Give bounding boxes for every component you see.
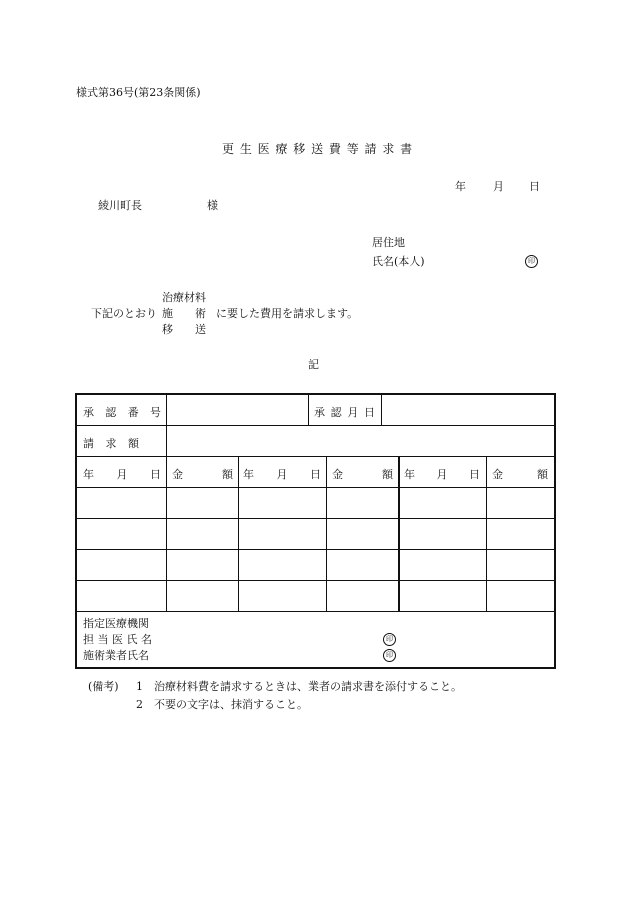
claim-table xyxy=(75,393,556,669)
col-date-header-3: 年 月 日 xyxy=(404,468,480,481)
practitioner-seal-icon: 印 xyxy=(383,647,396,662)
practitioner-name-label: 施術業者氏名 xyxy=(83,649,149,662)
footer-labels xyxy=(83,616,152,664)
note-1-text: 治療材料費を請求するときは、業者の請求書を添付すること。 xyxy=(154,680,462,693)
approval-date-field[interactable] xyxy=(382,396,554,424)
date-month: 月 xyxy=(493,180,504,193)
name-label: 氏名(本人) xyxy=(372,255,425,268)
institution-label: 指定医療機関 xyxy=(83,617,149,630)
date-day: 日 xyxy=(529,180,540,193)
option-materials: 治療材料 xyxy=(162,291,206,304)
addressee-honorific: 様 xyxy=(207,199,218,212)
option-treatment: 施 術 xyxy=(162,307,206,320)
col-amount-header-2: 金 額 xyxy=(332,468,393,481)
note-2-number: 2 xyxy=(136,698,143,711)
col-amount-header-3: 金 額 xyxy=(492,468,548,481)
note-1-number: 1 xyxy=(136,680,143,693)
request-suffix: に要した費用を請求します。 xyxy=(216,307,359,320)
date-year: 年 xyxy=(455,180,466,193)
doctor-name-label: 担 当 医 氏 名 xyxy=(83,633,152,646)
col-date-header-2: 年 月 日 xyxy=(243,468,321,481)
approval-number-field[interactable] xyxy=(167,396,307,424)
form-number: 様式第36号(第23条関係) xyxy=(76,86,201,99)
col-date-header-1: 年 月 日 xyxy=(83,468,161,481)
col-amount-header-1: 金 額 xyxy=(172,468,233,481)
address-label: 居住地 xyxy=(372,236,405,249)
addressee-name: 綾川町長 xyxy=(98,199,142,212)
applicant-seal-icon: 印 xyxy=(525,254,538,268)
doctor-seal-icon: 印 xyxy=(383,631,396,646)
ki-label: 記 xyxy=(308,358,319,371)
option-transport: 移 送 xyxy=(162,323,206,336)
note-2-text: 不要の文字は、抹消すること。 xyxy=(154,698,308,711)
claim-amount-field[interactable] xyxy=(167,426,554,455)
approval-date-label: 承 認 月 日 xyxy=(314,406,375,419)
notes-label: (備考) xyxy=(88,680,119,693)
approval-number-label: 承 認 番 号 xyxy=(83,406,161,419)
page-title: 更 生 医 療 移 送 費 等 請 求 書 xyxy=(222,142,414,156)
claim-amount-label: 請 求 額 xyxy=(83,437,139,450)
request-intro: 下記のとおり xyxy=(91,307,157,320)
